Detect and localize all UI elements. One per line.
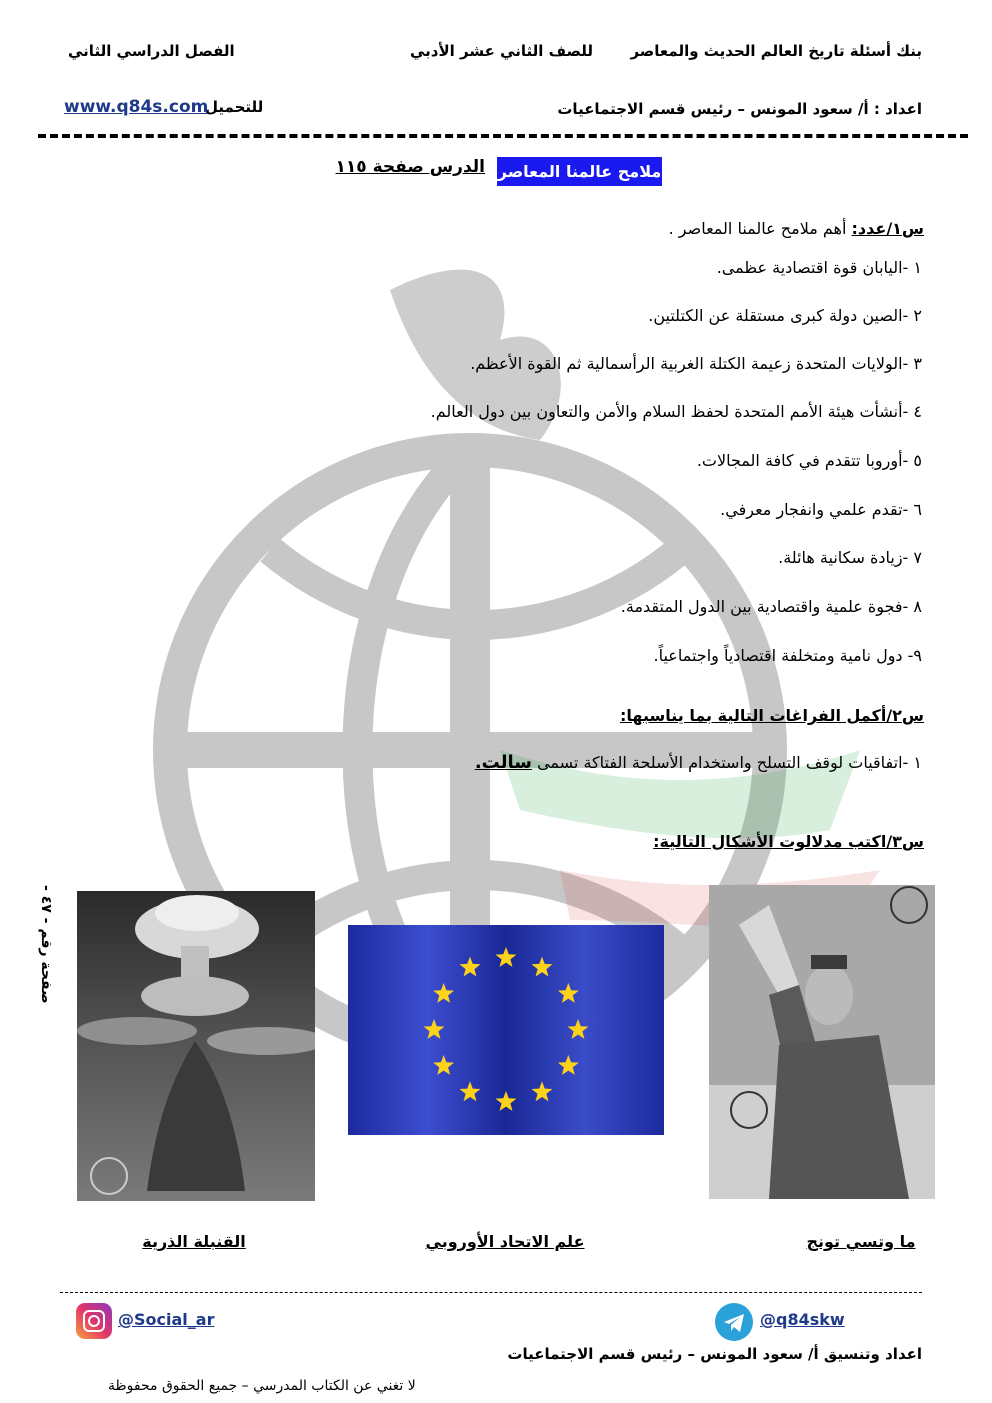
q1-text: أهم ملامح عالمنا المعاصر . [668, 219, 847, 238]
caption-mao: ما وتسي تونج [806, 1232, 916, 1251]
page-number [30, 885, 60, 1015]
q1-item: ١ -اليابان قوة اقتصادية عظمى. [716, 258, 922, 277]
site-link[interactable]: www.q84s.com [64, 97, 209, 117]
prepared-by: اعداد وتنسيق أ/ سعود المونس – رئيس قسم الاجتماعيات [507, 1345, 922, 1363]
telegram-handle[interactable]: @q84skw [760, 1310, 845, 1329]
q1-item: ٣ -الولايات المتحدة زعيمة الكتلة الغربية الرأسمالية ثم القوة الأعظم. [470, 354, 922, 373]
q1-item: ٩- دول نامية ومتخلفة اقتصادياً واجتماعياً. [653, 646, 922, 665]
atomic-bomb-image [77, 891, 315, 1201]
download-label: للتحميل [205, 98, 264, 116]
q1-item: ٦ -تقدم علمي وانفجار معرفي. [720, 500, 922, 519]
author-line: اعداد : أ/ سعود المونس – رئيس قسم الاجتماعيات [557, 100, 922, 118]
q2-answer: سالت. [474, 752, 532, 773]
q1-label: س١/عدد: [851, 219, 924, 238]
caption-atomic-bomb: القنبلة الذرية [142, 1232, 246, 1251]
q1-item: ٢ -الصين دولة كبرى مستقلة عن الكتلتين. [648, 306, 922, 325]
header-divider [38, 134, 968, 138]
eu-flag-image [348, 925, 664, 1135]
bank-title: بنك أسئلة تاريخ العالم الحديث والمعاصر [630, 42, 922, 60]
q2-item-text: ١ -اتفاقيات لوقف التسلح واستخدام الأسلحة الفتاكة تسمى [537, 753, 922, 772]
grade-label: للصف الثاني عشر الأدبي [410, 42, 594, 60]
telegram-icon [715, 1303, 753, 1341]
page-number-text: صفحة رقم - ٤٧ - [38, 885, 54, 1004]
q2-item [475, 752, 922, 773]
instagram-handle[interactable]: @Social_ar [118, 1310, 215, 1329]
q1-item: ٨ -فجوة علمية واقتصادية بين الدول المتقدمة. [620, 597, 922, 616]
mao-zedong-image [709, 885, 935, 1199]
q1-item: ٥ -أوروبا تتقدم في كافة المجالات. [696, 451, 922, 470]
q2-heading: س٢/أكمل الفراغات التالية بما يناسبها: [619, 706, 924, 725]
semester-label: الفصل الدراسي الثاني [68, 42, 235, 60]
q3-heading: س٣/اكتب مدلالوت الأشكال التالية: [653, 832, 924, 851]
q1-item: ٧ -زيادة سكانية هائلة. [778, 548, 922, 567]
q1-item: ٤ -أنشأت هيئة الأمم المتحدة لحفظ السلام والأمن والتعاون بين دول العالم. [430, 402, 922, 421]
lesson-page-ref: الدرس صفحة ١١٥ [335, 157, 485, 177]
footer-divider [60, 1292, 922, 1293]
q1-heading [669, 219, 924, 238]
instagram-icon [76, 1303, 112, 1339]
caption-eu-flag: علم الاتحاد الأوروبي [425, 1232, 585, 1251]
disclaimer: لا تغني عن الكتاب المدرسي – جميع الحقوق محفوظة [108, 1378, 416, 1394]
lesson-title: ملامح عالمنا المعاصر [497, 157, 662, 186]
